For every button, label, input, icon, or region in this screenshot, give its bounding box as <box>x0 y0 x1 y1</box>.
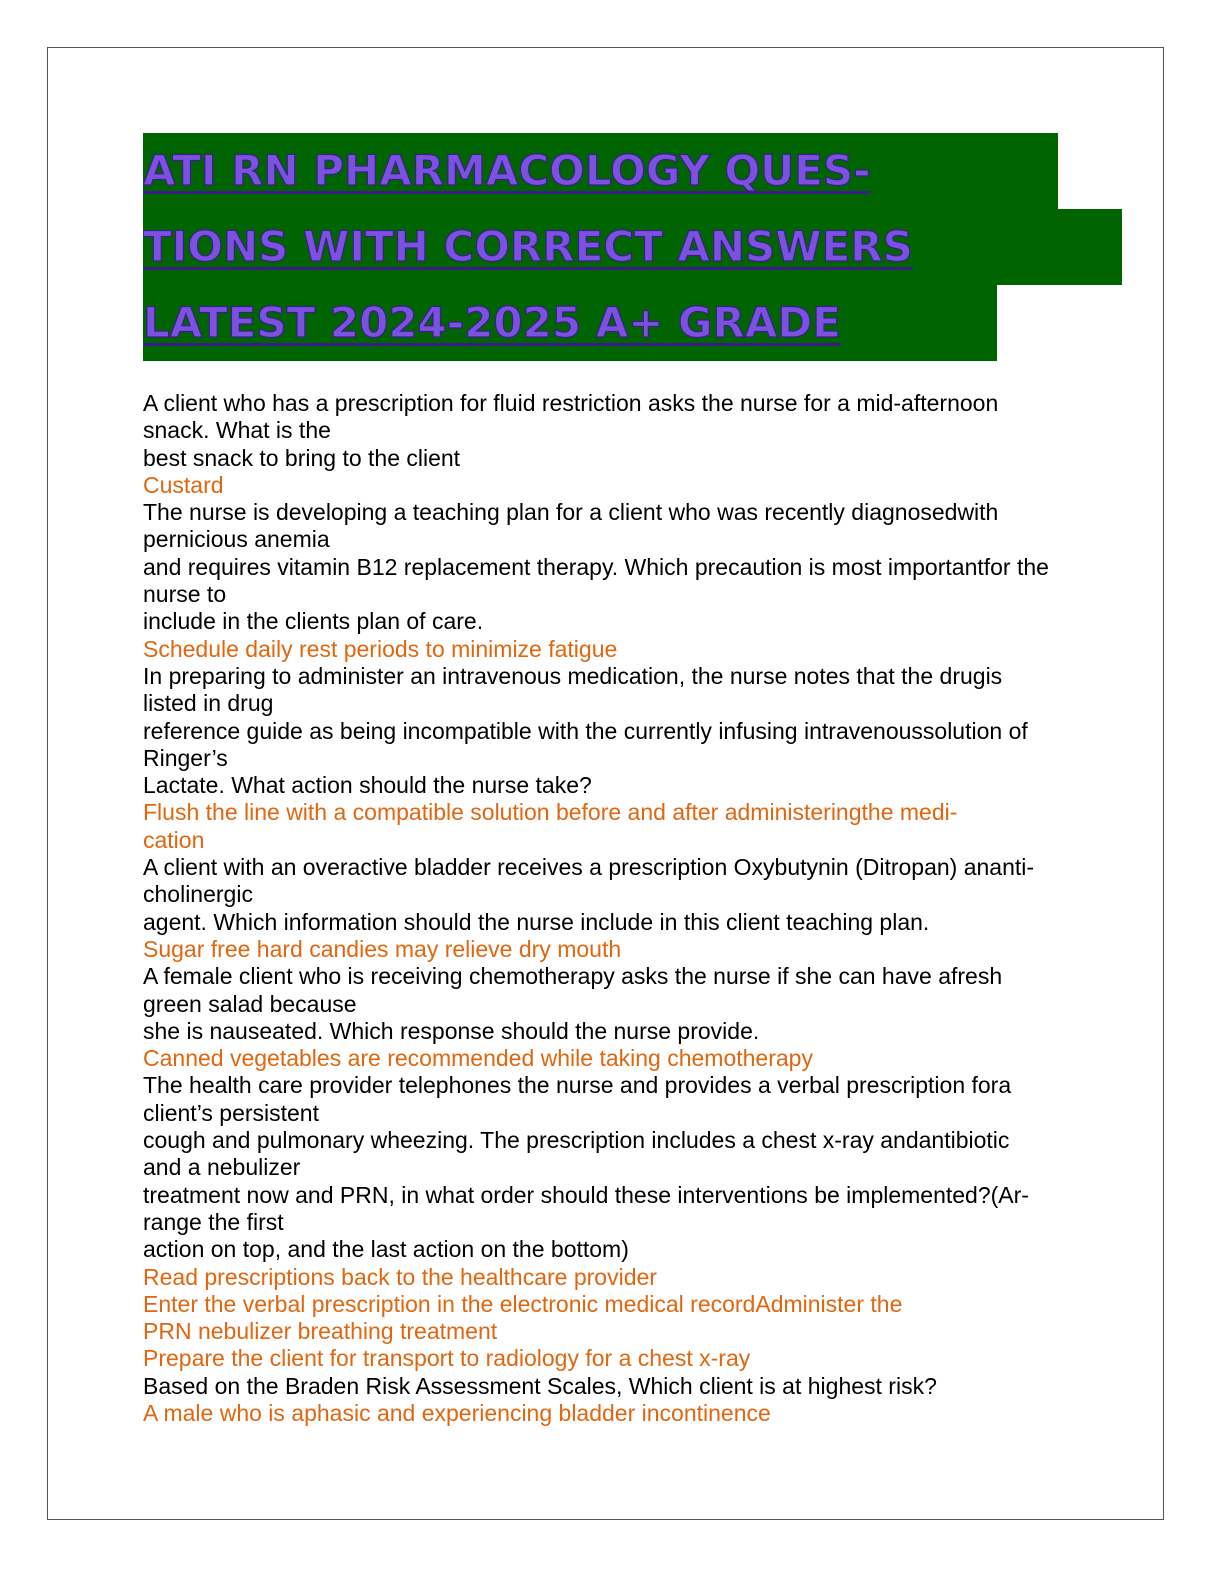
answer-line: Prepare the client for transport to radiology for a chest x-ray <box>143 1345 751 1372</box>
question-line: include in the clients plan of care. <box>143 608 484 635</box>
question-line: Lactate. What action should the nurse take? <box>143 772 592 799</box>
question-line: A client who has a prescription for fluid restriction asks the nurse for a mid-afternoon <box>143 390 999 416</box>
document-title-line-3: LATEST 2024-2025 A+ GRADE <box>143 285 997 361</box>
question-line: snack. What is the <box>143 417 331 444</box>
document-title-line-2: TIONS WITH CORRECT ANSWERS <box>143 209 1122 285</box>
answer-line: A male who is aphasic and experiencing bladder incontinence <box>143 1399 771 1426</box>
question-line: nurse to <box>143 581 227 608</box>
question-line: Ringer’s <box>143 744 228 771</box>
question-line: range the first <box>143 1208 284 1235</box>
question-line: action on top, and the last action on the bottom) <box>143 1236 629 1263</box>
answer-line: Read prescriptions back to the healthcare provider <box>143 1263 657 1290</box>
question-line: Based on the Braden Risk Assessment Scales, Which client is at highest risk? <box>143 1372 937 1399</box>
question-line: listed in drug <box>143 690 274 717</box>
question-line: client’s persistent <box>143 1099 319 1126</box>
answer-line: Custard <box>143 471 224 498</box>
document-title-line-1: ATI RN PHARMACOLOGY QUES- <box>143 133 1058 209</box>
answer-line: Enter the verbal prescription in the electronic medical recordAdminister the <box>143 1290 903 1317</box>
question-line: The health care provider telephones the nurse and provides a verbal prescription fora <box>143 1072 1012 1099</box>
answer-line: Flush the line with a compatible solution before and after administeringthe medi- <box>143 799 958 826</box>
qa-content <box>143 390 1183 1427</box>
question-line: she is nauseated. Which response should the nurse provide. <box>143 1017 760 1044</box>
question-line: pernicious anemia <box>143 526 330 553</box>
question-line: treatment now and PRN, in what order should these interventions be implemented?(Ar- <box>143 1181 1029 1208</box>
answer-line: Sugar free hard candies may relieve dry mouth <box>143 935 622 962</box>
question-line: A female client who is receiving chemotherapy asks the nurse if she can have afresh <box>143 963 1003 990</box>
question-line: green salad because <box>143 990 357 1017</box>
question-line: cough and pulmonary wheezing. The prescription includes a chest x-ray andantibiotic <box>143 1127 1010 1154</box>
question-line: A client with an overactive bladder receives a prescription Oxybutynin (Ditropan) ananti- <box>143 854 1035 881</box>
question-line: The nurse is developing a teaching plan for a client who was recently diagnosedwith <box>143 499 999 526</box>
question-line: best snack to bring to the client <box>143 444 461 471</box>
question-line: In preparing to administer an intravenous medication, the nurse notes that the drugis <box>143 662 1003 689</box>
answer-line: cation <box>143 826 205 853</box>
question-line: cholinergic <box>143 881 253 908</box>
question-line: agent. Which information should the nurse include in this client teaching plan. <box>143 908 930 935</box>
answer-line: Schedule daily rest periods to minimize fatigue <box>143 635 618 662</box>
question-line: and requires vitamin B12 replacement therapy. Which precaution is most importantfor the <box>143 553 1049 580</box>
answer-line: PRN nebulizer breathing treatment <box>143 1318 498 1345</box>
question-line: reference guide as being incompatible with the currently infusing intravenoussolution of <box>143 717 1028 744</box>
answer-line: Canned vegetables are recommended while taking chemotherapy <box>143 1045 813 1072</box>
question-line: and a nebulizer <box>143 1154 301 1181</box>
